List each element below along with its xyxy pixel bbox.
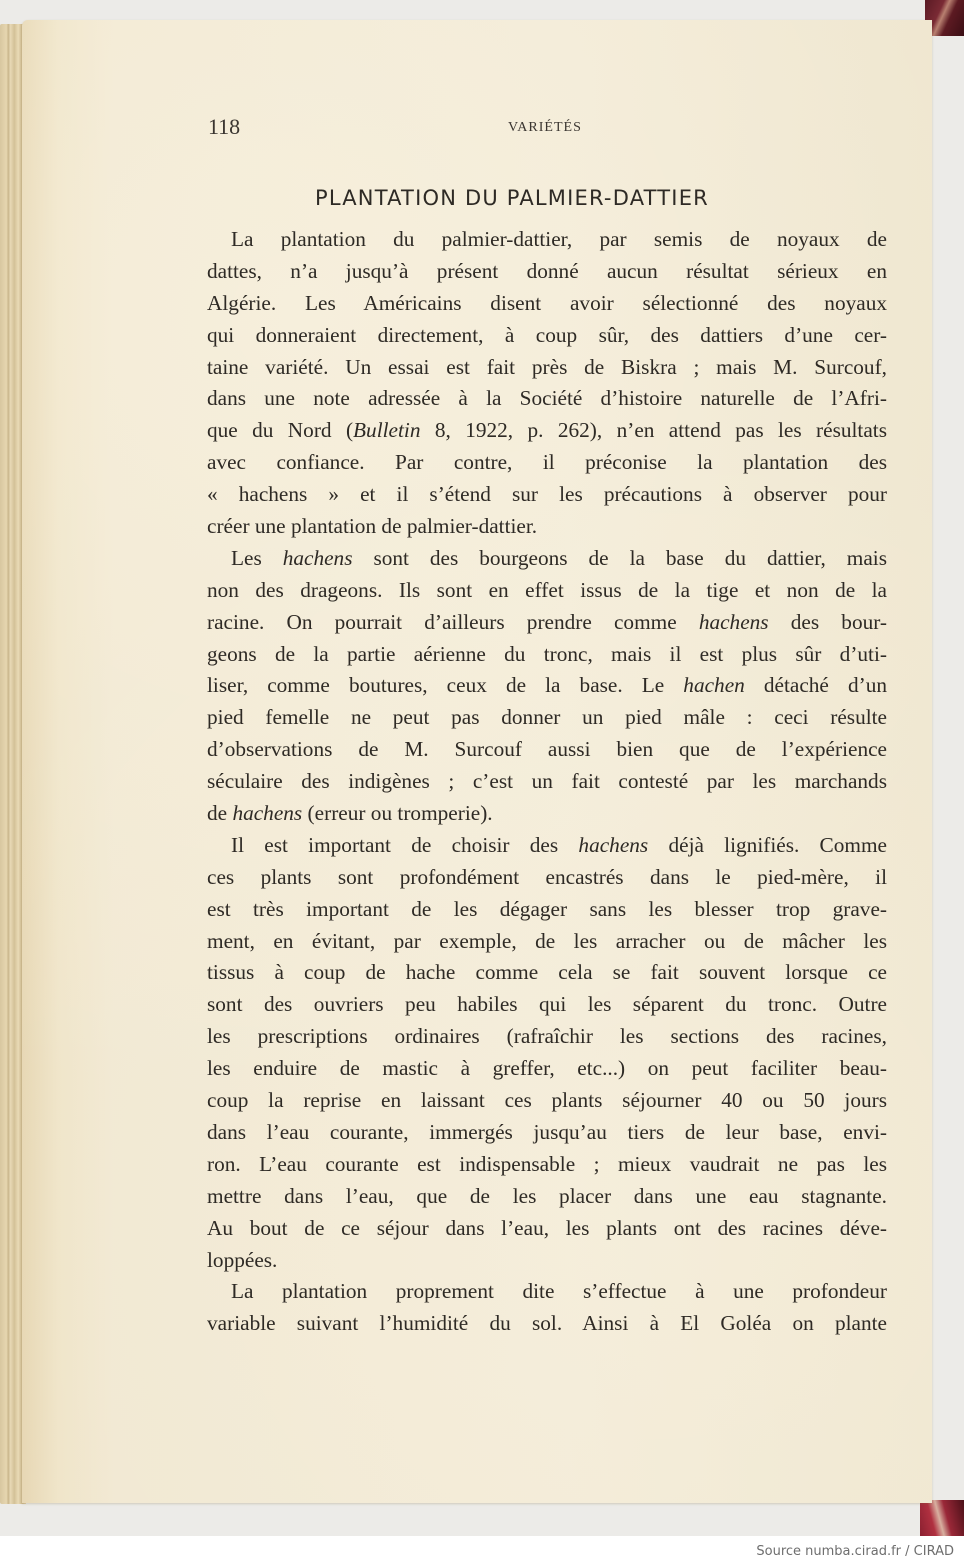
text-line: dans une note adressée à la Société d’histoire naturelle de l’Afri- (207, 386, 887, 411)
text-line: pied femelle ne peut pas donner un pied mâle : ceci résulte (207, 705, 887, 730)
text-line: variable suivant l’humidité du sol. Ainsi à El Goléa on plante (207, 1311, 887, 1336)
text-line: ces plants sont profondément encastrés dans le pied-mère, il (207, 864, 887, 889)
text-line: non des drageons. Ils sont en effet issus de la tige et non de la (207, 577, 887, 602)
text-line: racine. On pourrait d’ailleurs prendre comme hachens des bour- (207, 609, 887, 634)
text-line: qui donneraient directement, à coup sûr, des dattiers d’une cer- (207, 322, 887, 347)
source-credit: Source numba.cirad.fr / CIRAD (756, 1544, 954, 1559)
text-line: tissus à coup de hache comme cela se fait souvent lorsque ce (207, 960, 887, 985)
text-line: ment, en évitant, par exemple, de les arracher ou de mâcher les (207, 928, 887, 953)
running-head (208, 114, 888, 144)
text-line: loppées. (207, 1247, 278, 1272)
text-line: de hachens (erreur ou tromperie). (207, 801, 493, 826)
text-line: d’observations de M. Surcouf aussi bien que de l’expérience (207, 737, 887, 762)
text-line: geons de la partie aérienne du tronc, mais il est plus sûr d’uti- (207, 641, 887, 666)
text-line: Il est important de choisir des hachens déjà lignifiés. Comme (231, 832, 887, 857)
text-line: dans l’eau courante, immergés jusqu’au tiers de leur base, envi- (207, 1119, 887, 1144)
text-line: coup la reprise en laissant ces plants séjourner 40 ou 50 jours (207, 1088, 887, 1113)
text-line: sont des ouvriers peu habiles qui les séparent du tronc. Outre (207, 992, 887, 1017)
text-line: Au bout de ce séjour dans l’eau, les plants ont des racines déve- (207, 1215, 887, 1240)
page-number: 118 (208, 114, 241, 139)
bookmark-ribbon-bottom (920, 1500, 964, 1536)
article-title: PLANTATION DU PALMIER-DATTIER (315, 186, 709, 210)
text-line: les enduire de mastic à greffer, etc...) on peut faciliter beau- (207, 1056, 887, 1081)
text-line: taine variété. Un essai est fait près de Biskra ; mais M. Surcouf, (207, 354, 887, 379)
text-line: Algérie. Les Américains disent avoir sélectionné des noyaux (207, 290, 887, 315)
text-line: avec confiance. Par contre, il préconise la plantation des (207, 450, 887, 475)
text-line: Les hachens sont des bourgeons de la base du dattier, mais (231, 545, 887, 570)
text-line: liser, comme boutures, ceux de la base. Le hachen détaché d’un (207, 673, 887, 698)
text-line: La plantation du palmier-dattier, par semis de noyaux de (231, 227, 887, 251)
text-line: séculaire des indigènes ; c’est un fait contesté par les marchands (207, 769, 887, 794)
text-line: les prescriptions ordinaires (rafraîchir les sections des racines, (207, 1024, 887, 1049)
text-line: créer une plantation de palmier-dattier. (207, 514, 538, 539)
article-body (207, 224, 887, 1340)
text-line: ron. L’eau courante est indispensable ; mieux vaudrait ne pas les (207, 1151, 887, 1176)
text-line: La plantation proprement dite s’effectue à une profondeur (231, 1279, 887, 1304)
text-line: que du Nord (Bulletin 8, 1922, p. 262), n’en attend pas les résultats (207, 418, 887, 443)
text-line: mettre dans l’eau, que de les placer dans une eau stagnante. (207, 1183, 887, 1208)
running-title: VARIÉTÉS (508, 120, 582, 135)
text-line: dattes, n’a jusqu’à présent donné aucun résultat sérieux en (207, 258, 887, 283)
text-line: « hachens » et il s’étend sur les précautions à observer pour (207, 482, 887, 507)
text-line: est très important de les dégager sans les blesser trop grave- (207, 896, 887, 921)
